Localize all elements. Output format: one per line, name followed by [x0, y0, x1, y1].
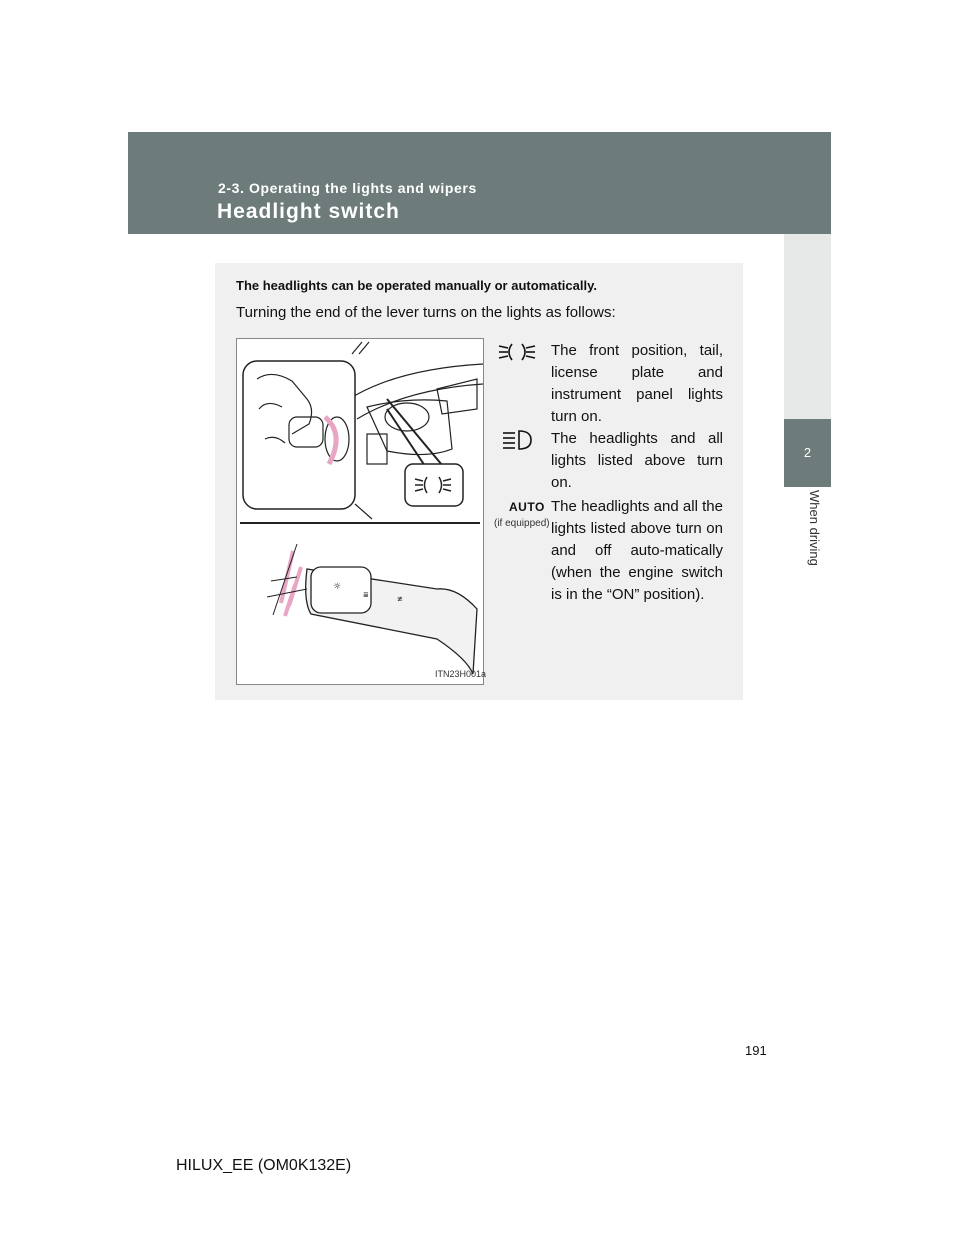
document-footer: HILUX_EE (OM0K132E): [176, 1157, 352, 1174]
intro-text: The headlights can be operated manually or automatically.: [236, 278, 597, 293]
illustration-drawing: [237, 339, 483, 684]
side-tab-strip: [784, 234, 831, 419]
option-text: The front position, tail, license plate and instrument panel lights turn on.: [551, 342, 723, 425]
option-text: The headlights and all lights listed above turn on.: [551, 430, 723, 491]
svg-text:≣: ≣: [363, 591, 369, 599]
option-text: The headlights and all the lights listed above turn on and off auto-matically (when the engine switch is in the “ON” position).: [551, 498, 723, 603]
lead-text: Turning the end of the lever turns on the lights as follows:: [236, 304, 616, 321]
lever-illustration: [236, 338, 487, 685]
section-title: 2-3. Operating the lights and wipers: [218, 180, 477, 196]
page-number: 191: [745, 1043, 767, 1058]
auto-icon: [494, 496, 559, 529]
position-lights-icon: [495, 340, 539, 368]
auto-label: AUTO: [509, 500, 545, 514]
page-header: [128, 132, 831, 234]
svg-text:≢: ≢: [397, 595, 403, 603]
headlight-icon: [495, 428, 539, 456]
svg-text:☼: ☼: [333, 582, 342, 592]
if-equipped-label: (if equipped): [494, 518, 550, 529]
chapter-label: When driving: [807, 490, 822, 566]
figure-code: ITN23H001a: [435, 669, 487, 679]
content-box: [215, 263, 743, 700]
page-title: Headlight switch: [217, 200, 400, 223]
chapter-number-tab: 2: [784, 419, 831, 487]
